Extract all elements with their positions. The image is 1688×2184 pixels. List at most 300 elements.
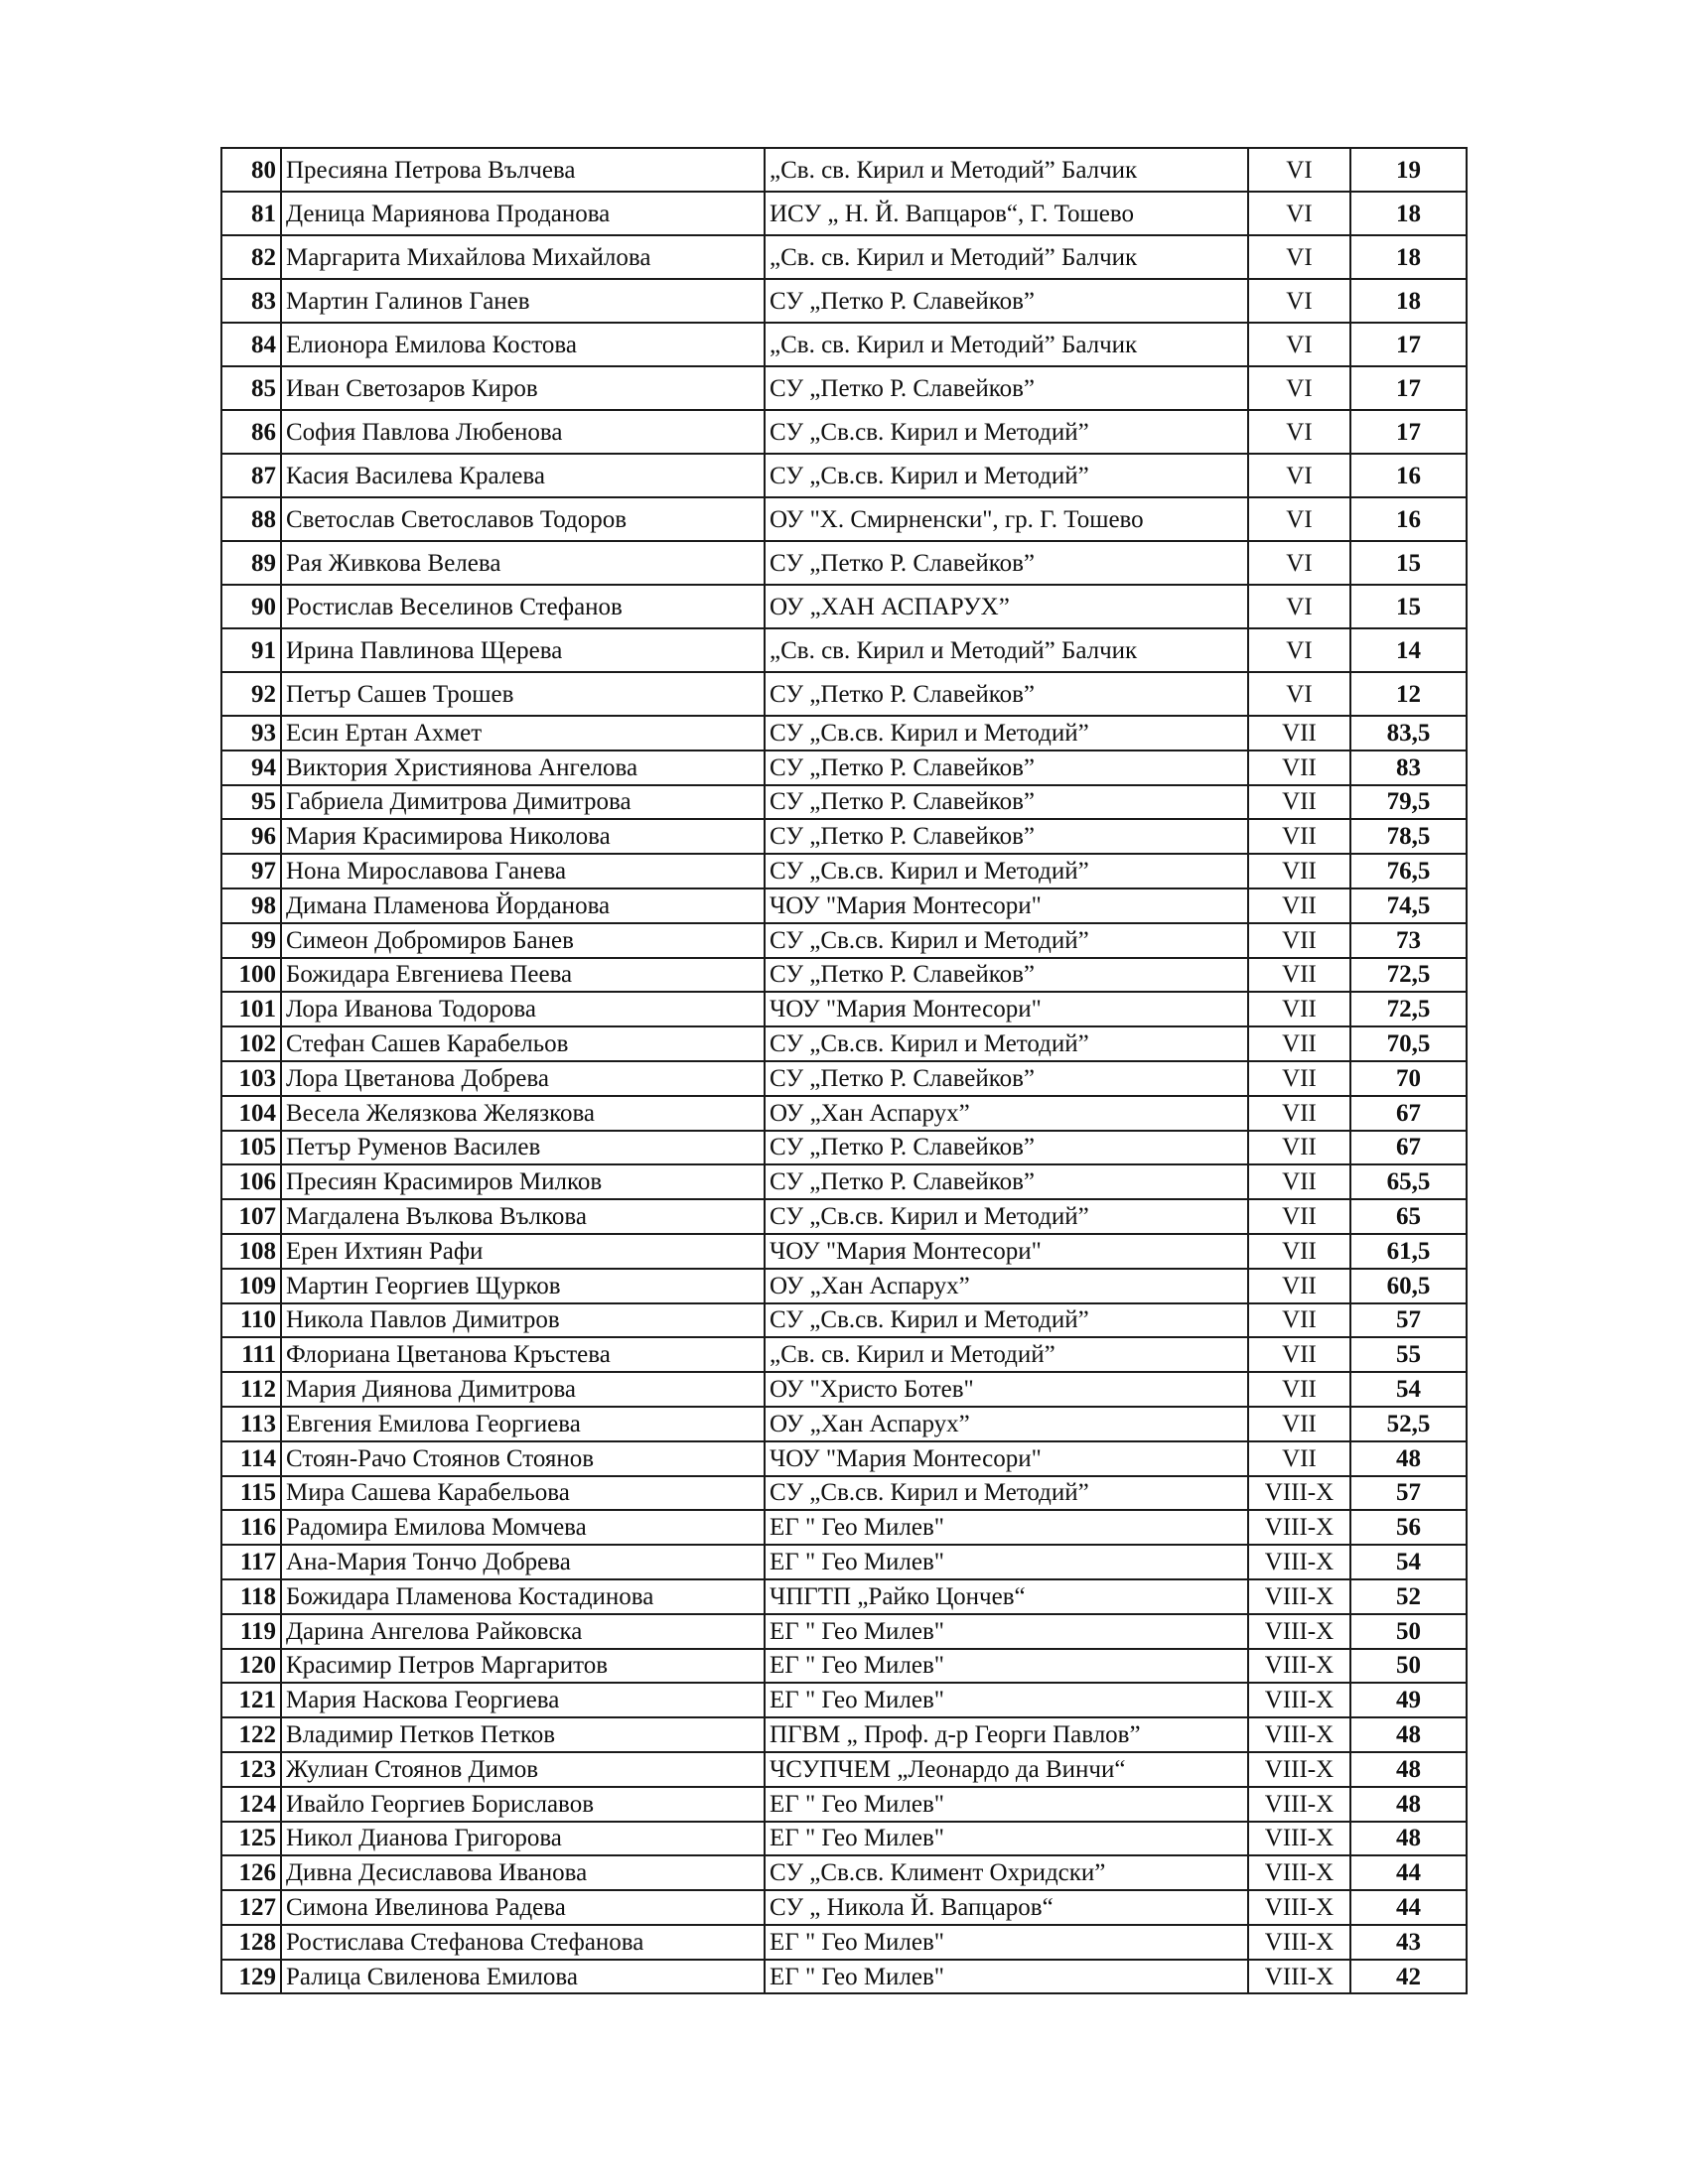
table-row	[221, 279, 1467, 323]
score-cell: 56	[1350, 1510, 1467, 1545]
school-name: СУ „Петко Р. Славейков”	[765, 1164, 1248, 1199]
table-row	[221, 1407, 1467, 1441]
school-name: СУ „Петко Р. Славейков”	[765, 751, 1248, 785]
table-row	[221, 235, 1467, 279]
row-number: 107	[221, 1199, 281, 1234]
table-row	[221, 1960, 1467, 1994]
row-number: 91	[221, 628, 281, 672]
table-row	[221, 1164, 1467, 1199]
table-row	[221, 1717, 1467, 1752]
table-row	[221, 454, 1467, 497]
student-name: Ивайло Георгиев Бориславов	[281, 1787, 765, 1822]
grade-cell: VII	[1248, 1096, 1350, 1131]
student-name: Есин Ертан Ахмет	[281, 716, 765, 751]
row-number: 105	[221, 1131, 281, 1165]
school-name: СУ „Св.св. Кирил и Методий”	[765, 1476, 1248, 1511]
table-row	[221, 366, 1467, 410]
table-row	[221, 497, 1467, 541]
row-number: 92	[221, 672, 281, 716]
school-name: ЕГ " Гео Милев"	[765, 1960, 1248, 1994]
student-name: Ростислава Стефанова Стефанова	[281, 1925, 765, 1960]
student-name: Ростислав Веселинов Стефанов	[281, 585, 765, 628]
score-cell: 76,5	[1350, 854, 1467, 888]
grade-cell: VII	[1248, 1303, 1350, 1338]
score-cell: 17	[1350, 323, 1467, 366]
table-row	[221, 1269, 1467, 1303]
score-cell: 17	[1350, 410, 1467, 454]
grade-cell: VIII-X	[1248, 1890, 1350, 1925]
student-name: Симона Ивелинова Радева	[281, 1890, 765, 1925]
table-row	[221, 672, 1467, 716]
school-name: ЧОУ "Мария Монтесори"	[765, 888, 1248, 923]
table-row	[221, 1061, 1467, 1096]
table-row	[221, 958, 1467, 993]
school-name: „Св. св. Кирил и Методий”	[765, 1337, 1248, 1372]
school-name: СУ „Св.св. Кирил и Методий”	[765, 923, 1248, 958]
school-name: ЕГ " Гео Милев"	[765, 1925, 1248, 1960]
row-number: 116	[221, 1510, 281, 1545]
score-cell: 49	[1350, 1683, 1467, 1717]
student-name: Лора Цветанова Добрева	[281, 1061, 765, 1096]
school-name: ОУ „Хан Аспарух”	[765, 1096, 1248, 1131]
grade-cell: VIII-X	[1248, 1855, 1350, 1890]
table-row	[221, 1372, 1467, 1407]
grade-cell: VII	[1248, 1269, 1350, 1303]
student-name: Дарина Ангелова Райковска	[281, 1614, 765, 1649]
table-row	[221, 1234, 1467, 1269]
school-name: ЧОУ "Мария Монтесори"	[765, 992, 1248, 1026]
grade-cell: VII	[1248, 888, 1350, 923]
table-row	[221, 1026, 1467, 1061]
school-name: ПГВМ „ Проф. д-р Георги Павлов”	[765, 1717, 1248, 1752]
score-cell: 83	[1350, 751, 1467, 785]
student-name: Красимир Петров Маргаритов	[281, 1649, 765, 1684]
grade-cell: VII	[1248, 958, 1350, 993]
school-name: СУ „ Никола Й. Вапцаров“	[765, 1890, 1248, 1925]
school-name: СУ „Петко Р. Славейков”	[765, 958, 1248, 993]
school-name: ОУ "Христо Ботев"	[765, 1372, 1248, 1407]
table-row	[221, 1925, 1467, 1960]
grade-cell: VII	[1248, 1441, 1350, 1476]
row-number: 126	[221, 1855, 281, 1890]
score-cell: 48	[1350, 1441, 1467, 1476]
row-number: 96	[221, 819, 281, 854]
school-name: ОУ „Хан Аспарух”	[765, 1407, 1248, 1441]
student-name: Виктория Християнова Ангелова	[281, 751, 765, 785]
table-row	[221, 1510, 1467, 1545]
school-name: СУ „Петко Р. Славейков”	[765, 1131, 1248, 1165]
school-name: СУ „Св.св. Кирил и Методий”	[765, 1026, 1248, 1061]
school-name: ОУ "Х. Смирненски", гр. Г. Тошево	[765, 497, 1248, 541]
grade-cell: VIII-X	[1248, 1717, 1350, 1752]
table-row	[221, 854, 1467, 888]
grade-cell: VII	[1248, 1199, 1350, 1234]
grade-cell: VIII-X	[1248, 1925, 1350, 1960]
row-number: 88	[221, 497, 281, 541]
table-row	[221, 716, 1467, 751]
student-name: Петър Руменов Василев	[281, 1131, 765, 1165]
score-cell: 48	[1350, 1717, 1467, 1752]
school-name: СУ „Св.св. Кирил и Методий”	[765, 1199, 1248, 1234]
grade-cell: VI	[1248, 279, 1350, 323]
grade-cell: VIII-X	[1248, 1752, 1350, 1787]
score-cell: 18	[1350, 279, 1467, 323]
school-name: СУ „Петко Р. Славейков”	[765, 366, 1248, 410]
student-name: Нона Мирославова Ганева	[281, 854, 765, 888]
row-number: 100	[221, 958, 281, 993]
row-number: 102	[221, 1026, 281, 1061]
school-name: „Св. св. Кирил и Методий” Балчик	[765, 235, 1248, 279]
school-name: СУ „Св.св. Климент Охридски”	[765, 1855, 1248, 1890]
table-row	[221, 410, 1467, 454]
grade-cell: VIII-X	[1248, 1960, 1350, 1994]
school-name: СУ „Петко Р. Славейков”	[765, 785, 1248, 820]
student-name: Елионора Емилова Костова	[281, 323, 765, 366]
student-name: Ирина Павлинова Щерева	[281, 628, 765, 672]
row-number: 89	[221, 541, 281, 585]
table-row	[221, 819, 1467, 854]
table-row	[221, 1303, 1467, 1338]
row-number: 117	[221, 1545, 281, 1579]
score-cell: 65	[1350, 1199, 1467, 1234]
row-number: 128	[221, 1925, 281, 1960]
grade-cell: VI	[1248, 585, 1350, 628]
row-number: 119	[221, 1614, 281, 1649]
score-cell: 44	[1350, 1890, 1467, 1925]
school-name: ЕГ " Гео Милев"	[765, 1649, 1248, 1684]
table-row	[221, 1649, 1467, 1684]
score-cell: 43	[1350, 1925, 1467, 1960]
row-number: 80	[221, 148, 281, 192]
row-number: 83	[221, 279, 281, 323]
student-name: Лора Иванова Тодорова	[281, 992, 765, 1026]
school-name: СУ „Св.св. Кирил и Методий”	[765, 410, 1248, 454]
table-row	[221, 1545, 1467, 1579]
grade-cell: VI	[1248, 235, 1350, 279]
table-row	[221, 923, 1467, 958]
row-number: 122	[221, 1717, 281, 1752]
score-cell: 12	[1350, 672, 1467, 716]
student-name: Божидара Евгениева Пеева	[281, 958, 765, 993]
score-cell: 60,5	[1350, 1269, 1467, 1303]
school-name: ЕГ " Гео Милев"	[765, 1683, 1248, 1717]
table-row	[221, 585, 1467, 628]
school-name: „Св. св. Кирил и Методий” Балчик	[765, 323, 1248, 366]
row-number: 90	[221, 585, 281, 628]
table-row	[221, 628, 1467, 672]
school-name: ЕГ " Гео Милев"	[765, 1822, 1248, 1856]
student-name: Деница Марияновa Проданова	[281, 192, 765, 235]
row-number: 104	[221, 1096, 281, 1131]
score-cell: 79,5	[1350, 785, 1467, 820]
row-number: 120	[221, 1649, 281, 1684]
grade-cell: VI	[1248, 192, 1350, 235]
student-name: София Павлова Любенова	[281, 410, 765, 454]
results-table-body	[221, 148, 1467, 1993]
grade-cell: VIII-X	[1248, 1545, 1350, 1579]
score-cell: 48	[1350, 1752, 1467, 1787]
school-name: ЕГ " Гео Милев"	[765, 1510, 1248, 1545]
student-name: Радомира Емилова Момчева	[281, 1510, 765, 1545]
grade-cell: VII	[1248, 1026, 1350, 1061]
grade-cell: VII	[1248, 1061, 1350, 1096]
row-number: 84	[221, 323, 281, 366]
grade-cell: VIII-X	[1248, 1649, 1350, 1684]
score-cell: 73	[1350, 923, 1467, 958]
row-number: 113	[221, 1407, 281, 1441]
grade-cell: VI	[1248, 366, 1350, 410]
score-cell: 52	[1350, 1579, 1467, 1614]
student-name: Ерен Ихтиян Рафи	[281, 1234, 765, 1269]
row-number: 93	[221, 716, 281, 751]
student-name: Мартин Георгиев Щурков	[281, 1269, 765, 1303]
grade-cell: VIII-X	[1248, 1476, 1350, 1511]
table-row	[221, 323, 1467, 366]
grade-cell: VI	[1248, 497, 1350, 541]
school-name: ОУ „ХАН АСПАРУХ”	[765, 585, 1248, 628]
table-row	[221, 1199, 1467, 1234]
row-number: 82	[221, 235, 281, 279]
row-number: 85	[221, 366, 281, 410]
student-name: Рая Живкова Велева	[281, 541, 765, 585]
student-name: Симеон Добромиров Банев	[281, 923, 765, 958]
grade-cell: VII	[1248, 1234, 1350, 1269]
score-cell: 55	[1350, 1337, 1467, 1372]
grade-cell: VI	[1248, 541, 1350, 585]
score-cell: 67	[1350, 1131, 1467, 1165]
row-number: 86	[221, 410, 281, 454]
score-cell: 15	[1350, 585, 1467, 628]
school-name: ИСУ „ Н. Й. Вапцаров“, Г. Тошево	[765, 192, 1248, 235]
student-name: Петър Сашев Трошев	[281, 672, 765, 716]
grade-cell: VIII-X	[1248, 1683, 1350, 1717]
score-cell: 14	[1350, 628, 1467, 672]
table-row	[221, 1337, 1467, 1372]
grade-cell: VI	[1248, 148, 1350, 192]
score-cell: 54	[1350, 1545, 1467, 1579]
table-row	[221, 148, 1467, 192]
table-row	[221, 1441, 1467, 1476]
school-name: ЕГ " Гео Милев"	[765, 1614, 1248, 1649]
school-name: ЧСУПЧЕМ „Леонардо да Винчи“	[765, 1752, 1248, 1787]
grade-cell: VII	[1248, 1337, 1350, 1372]
student-name: Мария Красимирова Николова	[281, 819, 765, 854]
score-cell: 17	[1350, 366, 1467, 410]
table-row	[221, 1890, 1467, 1925]
row-number: 106	[221, 1164, 281, 1199]
student-name: Магдалена Вълкова Вълкова	[281, 1199, 765, 1234]
student-name: Маргарита Михайлова Михайлова	[281, 235, 765, 279]
student-name: Пресияна Петрова Вълчева	[281, 148, 765, 192]
school-name: СУ „Петко Р. Славейков”	[765, 279, 1248, 323]
student-name: Ралица Свиленова Емилова	[281, 1960, 765, 1994]
row-number: 95	[221, 785, 281, 820]
grade-cell: VII	[1248, 923, 1350, 958]
student-name: Никола Павлов Димитров	[281, 1303, 765, 1338]
school-name: ЕГ " Гео Милев"	[765, 1545, 1248, 1579]
score-cell: 48	[1350, 1787, 1467, 1822]
grade-cell: VI	[1248, 628, 1350, 672]
student-name: Флориана Цветанова Кръстева	[281, 1337, 765, 1372]
grade-cell: VII	[1248, 1131, 1350, 1165]
score-cell: 16	[1350, 497, 1467, 541]
student-name: Ана-Мария Тончо Добрева	[281, 1545, 765, 1579]
row-number: 123	[221, 1752, 281, 1787]
row-number: 103	[221, 1061, 281, 1096]
row-number: 112	[221, 1372, 281, 1407]
grade-cell: VII	[1248, 1372, 1350, 1407]
results-table	[220, 147, 1468, 1994]
score-cell: 72,5	[1350, 958, 1467, 993]
table-row	[221, 1752, 1467, 1787]
student-name: Дивна Десиславова Иванова	[281, 1855, 765, 1890]
student-name: Божидара Пламенова Костадинова	[281, 1579, 765, 1614]
school-name: СУ „Св.св. Кирил и Методий”	[765, 454, 1248, 497]
school-name: СУ „Св.св. Кирил и Методий”	[765, 854, 1248, 888]
school-name: СУ „Петко Р. Славейков”	[765, 672, 1248, 716]
school-name: СУ „Петко Р. Славейков”	[765, 541, 1248, 585]
row-number: 109	[221, 1269, 281, 1303]
table-row	[221, 888, 1467, 923]
student-name: Мартин Галинов Ганев	[281, 279, 765, 323]
table-row	[221, 1614, 1467, 1649]
grade-cell: VI	[1248, 454, 1350, 497]
score-cell: 57	[1350, 1476, 1467, 1511]
table-row	[221, 1131, 1467, 1165]
student-name: Мира Сашева Карабельова	[281, 1476, 765, 1511]
grade-cell: VII	[1248, 785, 1350, 820]
score-cell: 42	[1350, 1960, 1467, 1994]
table-row	[221, 1096, 1467, 1131]
score-cell: 61,5	[1350, 1234, 1467, 1269]
student-name: Светослав Светославов Тодоров	[281, 497, 765, 541]
row-number: 121	[221, 1683, 281, 1717]
student-name: Никол Дианова Григорова	[281, 1822, 765, 1856]
table-row	[221, 1855, 1467, 1890]
grade-cell: VIII-X	[1248, 1822, 1350, 1856]
row-number: 108	[221, 1234, 281, 1269]
table-row	[221, 541, 1467, 585]
row-number: 129	[221, 1960, 281, 1994]
table-row	[221, 1822, 1467, 1856]
school-name: „Св. св. Кирил и Методий” Балчик	[765, 148, 1248, 192]
school-name: СУ „Св.св. Кирил и Методий”	[765, 716, 1248, 751]
grade-cell: VII	[1248, 716, 1350, 751]
row-number: 127	[221, 1890, 281, 1925]
student-name: Мария Наскова Георгиева	[281, 1683, 765, 1717]
student-name: Мария Диянова Димитрова	[281, 1372, 765, 1407]
score-cell: 78,5	[1350, 819, 1467, 854]
grade-cell: VI	[1248, 672, 1350, 716]
school-name: ЕГ " Гео Милев"	[765, 1787, 1248, 1822]
score-cell: 67	[1350, 1096, 1467, 1131]
grade-cell: VII	[1248, 854, 1350, 888]
row-number: 87	[221, 454, 281, 497]
score-cell: 18	[1350, 235, 1467, 279]
grade-cell: VIII-X	[1248, 1614, 1350, 1649]
score-cell: 70	[1350, 1061, 1467, 1096]
student-name: Касия Василева Кралева	[281, 454, 765, 497]
row-number: 99	[221, 923, 281, 958]
school-name: СУ „Петко Р. Славейков”	[765, 819, 1248, 854]
student-name: Пресиян Красимиров Милков	[281, 1164, 765, 1199]
grade-cell: VIII-X	[1248, 1579, 1350, 1614]
student-name: Жулиан Стоянов Димов	[281, 1752, 765, 1787]
row-number: 111	[221, 1337, 281, 1372]
table-row	[221, 785, 1467, 820]
student-name: Весела Желязкова Желязкова	[281, 1096, 765, 1131]
row-number: 124	[221, 1787, 281, 1822]
school-name: ЧОУ "Мария Монтесори"	[765, 1441, 1248, 1476]
table-row	[221, 192, 1467, 235]
grade-cell: VII	[1248, 819, 1350, 854]
grade-cell: VII	[1248, 1164, 1350, 1199]
score-cell: 15	[1350, 541, 1467, 585]
score-cell: 44	[1350, 1855, 1467, 1890]
school-name: ОУ „Хан Аспарух”	[765, 1269, 1248, 1303]
score-cell: 50	[1350, 1649, 1467, 1684]
table-row	[221, 1476, 1467, 1511]
row-number: 118	[221, 1579, 281, 1614]
row-number: 94	[221, 751, 281, 785]
student-name: Владимир Петков Петков	[281, 1717, 765, 1752]
score-cell: 65,5	[1350, 1164, 1467, 1199]
score-cell: 74,5	[1350, 888, 1467, 923]
score-cell: 70,5	[1350, 1026, 1467, 1061]
grade-cell: VII	[1248, 1407, 1350, 1441]
school-name: ЧПГТП „Райко Цончев“	[765, 1579, 1248, 1614]
row-number: 115	[221, 1476, 281, 1511]
score-cell: 83,5	[1350, 716, 1467, 751]
score-cell: 52,5	[1350, 1407, 1467, 1441]
score-cell: 50	[1350, 1614, 1467, 1649]
grade-cell: VI	[1248, 410, 1350, 454]
row-number: 114	[221, 1441, 281, 1476]
score-cell: 19	[1350, 148, 1467, 192]
table-row	[221, 1683, 1467, 1717]
grade-cell: VII	[1248, 992, 1350, 1026]
row-number: 97	[221, 854, 281, 888]
student-name: Габриела Димитрова Димитрова	[281, 785, 765, 820]
grade-cell: VIII-X	[1248, 1510, 1350, 1545]
student-name: Иван Светозаров Киров	[281, 366, 765, 410]
table-row	[221, 1579, 1467, 1614]
score-cell: 18	[1350, 192, 1467, 235]
score-cell: 16	[1350, 454, 1467, 497]
score-cell: 57	[1350, 1303, 1467, 1338]
school-name: „Св. св. Кирил и Методий” Балчик	[765, 628, 1248, 672]
grade-cell: VII	[1248, 751, 1350, 785]
score-cell: 48	[1350, 1822, 1467, 1856]
grade-cell: VIII-X	[1248, 1787, 1350, 1822]
score-cell: 54	[1350, 1372, 1467, 1407]
school-name: ЧОУ "Мария Монтесори"	[765, 1234, 1248, 1269]
school-name: СУ „Петко Р. Славейков”	[765, 1061, 1248, 1096]
student-name: Стефан Сашев Карабельов	[281, 1026, 765, 1061]
row-number: 81	[221, 192, 281, 235]
table-row	[221, 751, 1467, 785]
school-name: СУ „Св.св. Кирил и Методий”	[765, 1303, 1248, 1338]
row-number: 101	[221, 992, 281, 1026]
grade-cell: VI	[1248, 323, 1350, 366]
student-name: Евгения Емилова Георгиева	[281, 1407, 765, 1441]
table-row	[221, 1787, 1467, 1822]
student-name: Стоян-Рачо Стоянов Стоянов	[281, 1441, 765, 1476]
row-number: 110	[221, 1303, 281, 1338]
row-number: 98	[221, 888, 281, 923]
row-number: 125	[221, 1822, 281, 1856]
table-row	[221, 992, 1467, 1026]
